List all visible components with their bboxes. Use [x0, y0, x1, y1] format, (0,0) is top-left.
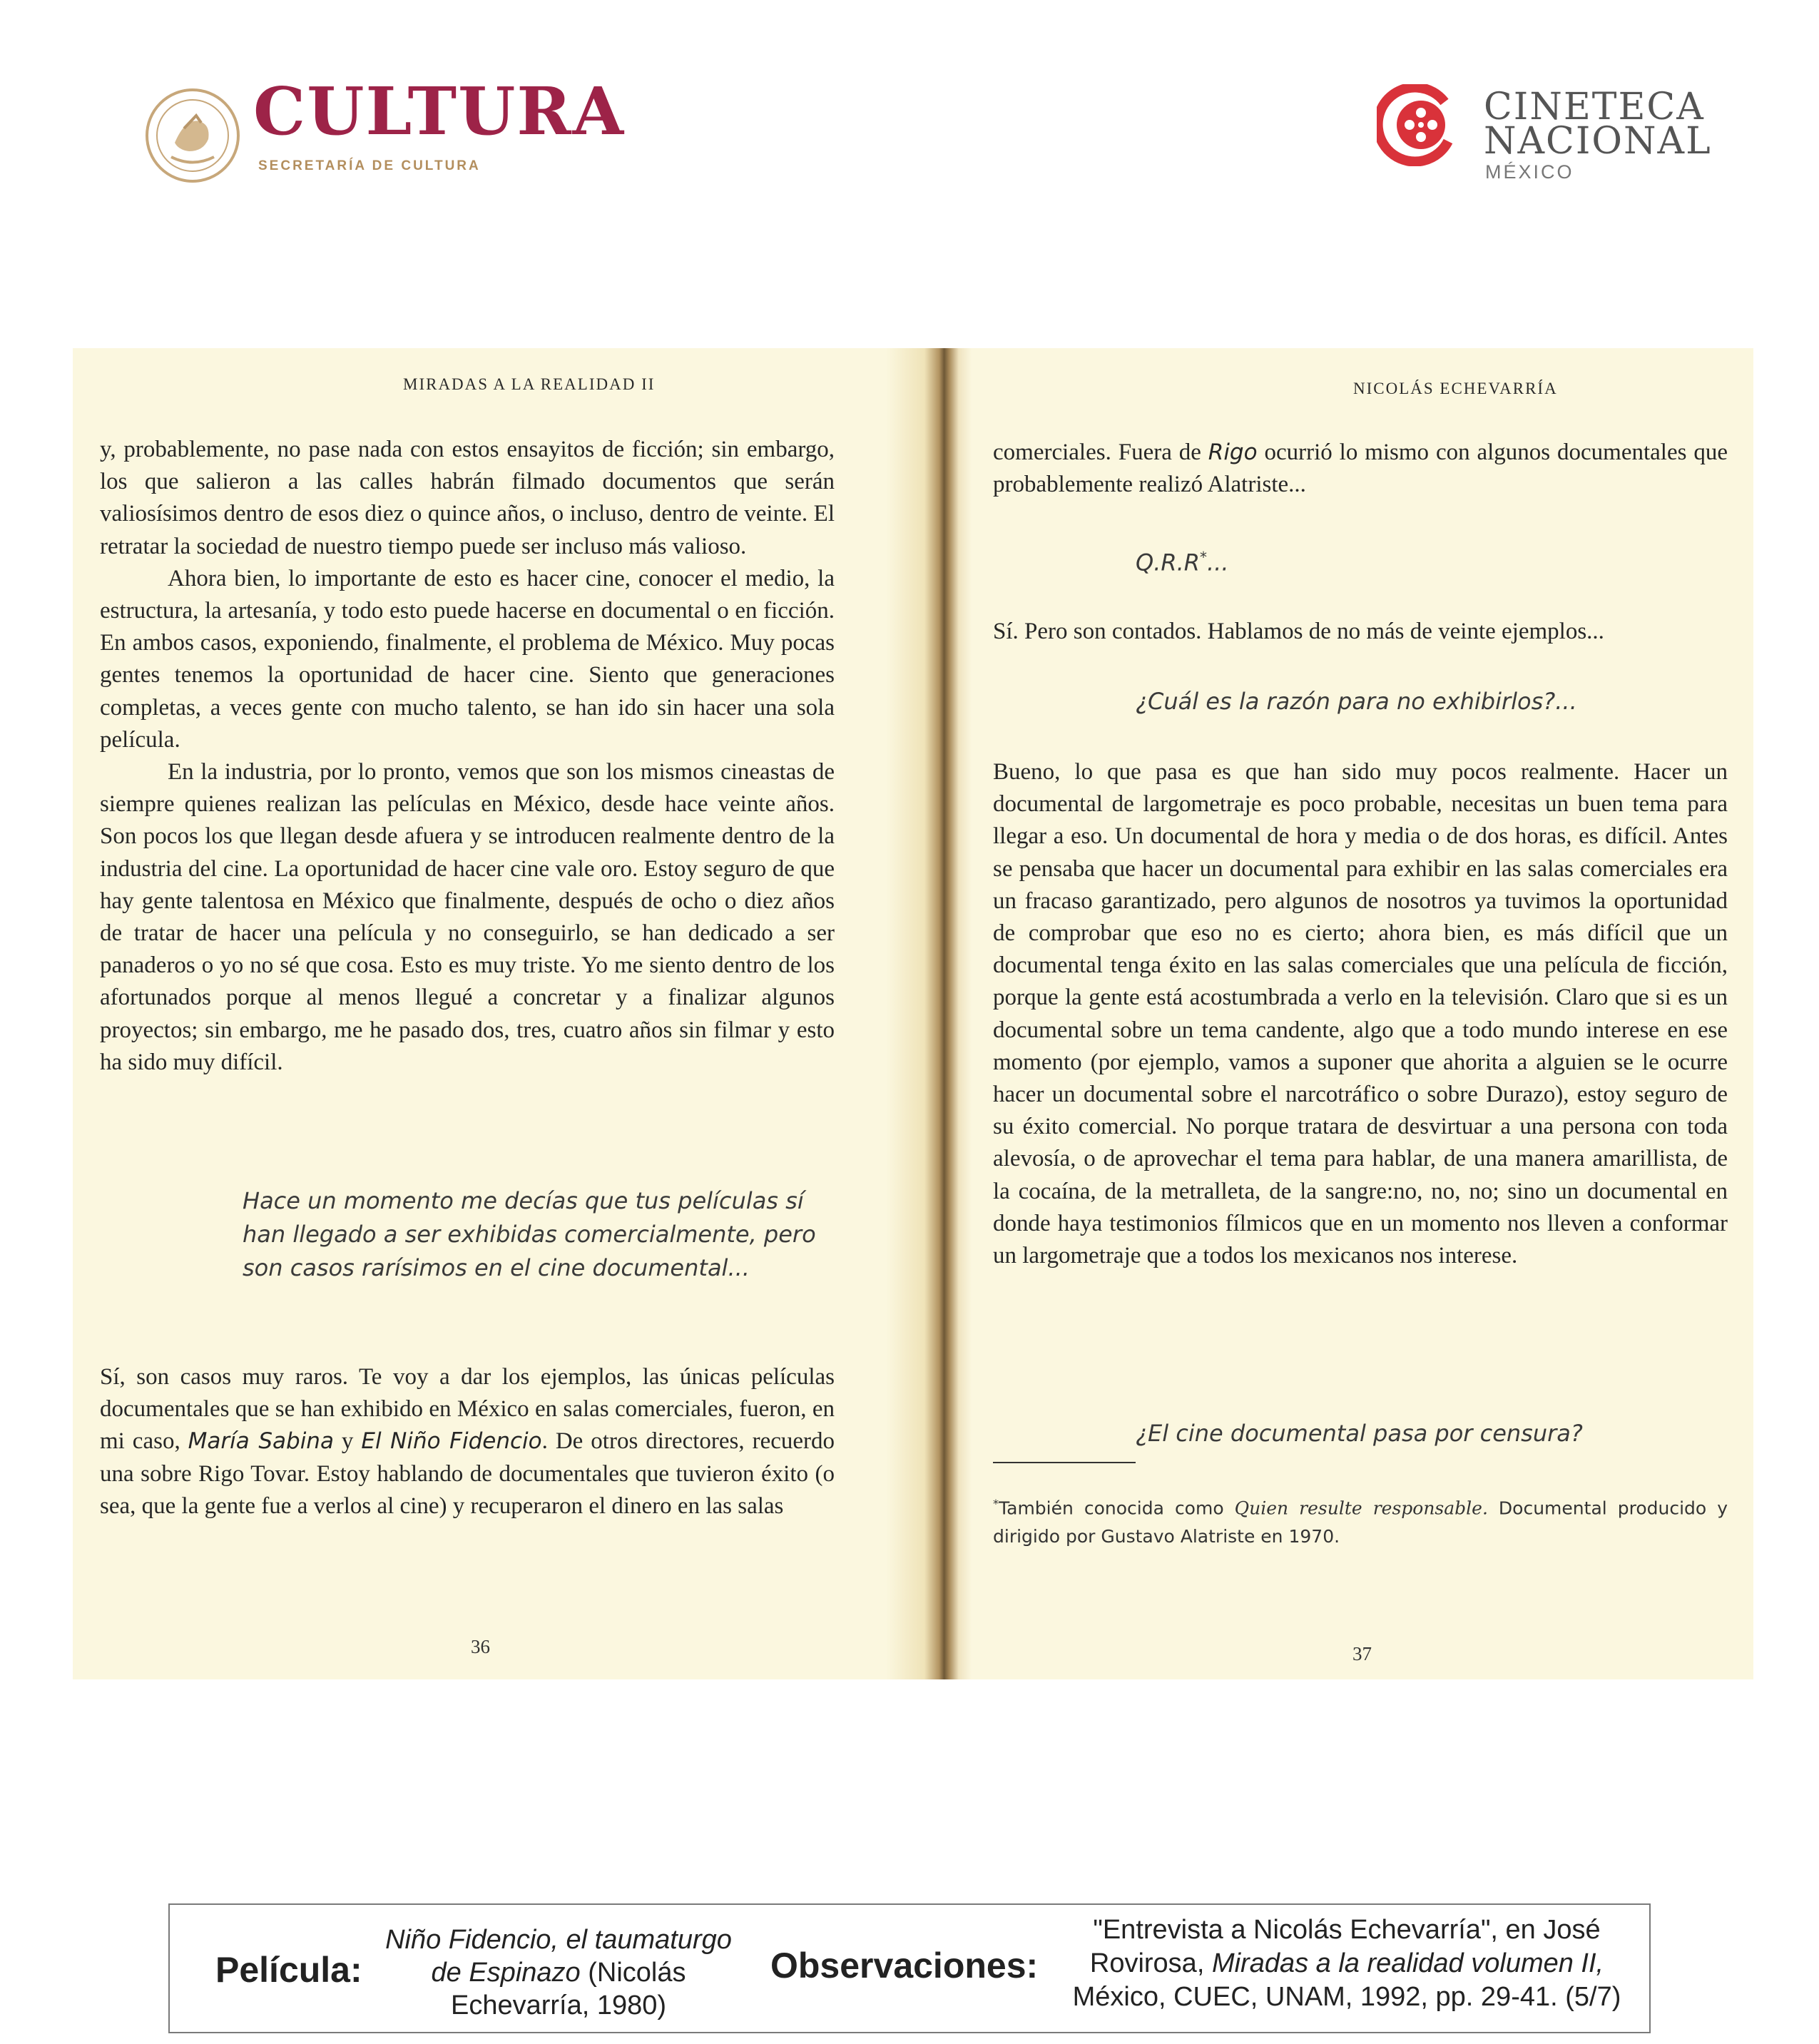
interview-question: Q.R.R*... [1136, 549, 1229, 576]
interview-question: ¿Cuál es la razón para no exhibirlos?... [1136, 688, 1577, 715]
answer-paragraph: Sí, son casos muy raros. Te voy a dar los ejemplos, las únicas películas documentales que se han exhibido en México en salas comerciales, fueron, en mi caso, María Sabina y El Niño Fidencio. De otros directores, recuerdo una sobre Rigo Tovar. Estoy hablando de documentales que tuvieron éxito (o sea, que la gente fue a verlos al cine) y recuperaron el dinero en las salas [100, 1364, 835, 1519]
film-title: María Sabina [188, 1428, 334, 1455]
page-number: 37 [1352, 1643, 1372, 1664]
film-info-box [168, 1903, 1651, 2033]
mexican-coat-of-arms-seal-icon [143, 86, 243, 185]
footnote: *También conocida como Quien resulte responsable. Documental producido y dirigido por Gustavo Alatriste en 1970. [993, 1497, 1728, 1547]
paragraph: Ahora bien, lo importante de esto es hacer cine, conocer el medio, la estructura, la artesanía, y todo esto puede hacerse en documental o en ficción. En ambos casos, exponiendo, finalmente, el problema de México. Muy pocas gentes tenemos la oportunidad de hacer cine. Siento que generaciones completas, a veces gente con mucho talento, se han ido sin hacer una sola película. [100, 565, 835, 753]
left-body-text [100, 434, 835, 1079]
cineteca-line1: CINETECA [1484, 86, 1705, 128]
cineteca-line3: MÉXICO [1485, 161, 1574, 183]
observations-label: Observaciones: [770, 1946, 1039, 1985]
film-title: El Niño Fidencio [361, 1428, 542, 1455]
paragraph: comerciales. Fuera de Rigo ocurrió lo mismo con algunos documentales que probablemente realizó Alatriste... [993, 439, 1728, 498]
interview-question: ¿El cine documental pasa por censura? [1136, 1420, 1583, 1447]
cultura-subtitle: SECRETARÍA DE CULTURA [258, 158, 481, 173]
cultura-logo [143, 73, 626, 185]
running-head-right: NICOLÁS ECHEVARRÍA [1353, 380, 1558, 397]
book-gutter [886, 348, 972, 1679]
film-reel-icon [1377, 84, 1459, 166]
cineteca-logo [1377, 84, 1712, 184]
interview-question: Hace un momento me decías que tus películas sí han llegado a ser exhibidas comercialmente, pero son casos rarísimos en el cine documental... [243, 1187, 816, 1281]
running-head-left: MIRADAS A LA REALIDAD II [403, 375, 656, 393]
cultura-title: CULTURA [253, 73, 626, 150]
book-title: Miradas a la realidad volumen II, [1211, 1948, 1604, 1978]
film-title: Rigo [1208, 439, 1258, 465]
page-number: 36 [471, 1636, 490, 1657]
film-value: Niño Fidencio, el taumaturgo de Espinazo (Nicolás Echevarría, 1980) [385, 1925, 732, 2020]
answer-paragraph: Bueno, lo que pasa es que han sido muy pocos realmente. Hacer un documental de largometraje es poco probable, necesitas un buen tema para llegar a eso. Un documental de hora y media o de dos horas, es difícil. Antes se pensaba que hacer un documental para exhibir en las salas comerciales era un fracaso garantizado, pero algunos de nosotros ya tuvimos la oportunidad de comprobar que eso no es cierto; ahora bien, es más difícil que un documental tenga éxito en las salas comerciales que una película de ficción, porque la gente está acostumbrada a verlo en la televisión. Claro que si es un documental sobre un tema candente, algo que a todo mundo interese en ese momento (por ejemplo, vamos a suponer que ahorita a alguien se le ocurre hacer un documental sobre el narcotráfico o sobre Durazo), estoy seguro de su éxito comercial. No porque tratara de desvirtuar a una persona con toda alevosía, o de aprovechar el tema para hablar, de una manera amarillista, de la cocaína, de la metralleta, de la sangre:no, no, no; sino un documental en donde haya testimonios fílmicos que en un momento nos lleven a conformar un largometraje que a todos los mexicanos nos interese. [993, 759, 1728, 1269]
paragraph: y, probablemente, no pase nada con estos ensayitos de ficción; sin embargo, los que salieron a las calles habrán filmado documentos que serán valiosísimos dentro de esos diez o quince años, o incluso, dentro de veinte. El retratar la sociedad de nuestro tiempo puede ser incluso más valioso. [100, 437, 835, 559]
paragraph: En la industria, por lo pronto, vemos que son los mismos cineastas de siempre quienes realizan las películas en México, desde hace veinte años. Son pocos los que llegan desde afuera y se introducen realmente dentro de la industria del cine. La oportunidad de hacer cine vale oro. Estoy seguro de que hay gente talentosa en México que finalmente, después de ocho o diez años de tratar de hacer una película y no conseguirlo, se han dedicado a ser panaderos o yo no sé que cosa. Esto es muy triste. Yo me siento dentro de los afortunados porque al menos llegué a concretar y a finalizar algunos proyectos; sin embargo, me he pasado dos, tres, cuatro años sin filmar y esto ha sido muy difícil. [100, 759, 835, 1075]
film-label: Película: [215, 1950, 362, 1990]
cineteca-line2: NACIONAL [1484, 120, 1712, 163]
film-title: Niño Fidencio, el taumaturgo de Espinazo [385, 1925, 732, 1988]
book-spread-scan [73, 348, 1753, 1679]
footnote-rule [993, 1462, 1136, 1463]
observations-value: "Entrevista a Nicolás Echevarría", en José Rovirosa, Miradas a la realidad volumen II, México, CUEC, UNAM, 1992, pp. 29-41. (5/7) [1072, 1915, 1621, 2012]
answer-paragraph: Sí. Pero son contados. Hablamos de no más de veinte ejemplos... [993, 619, 1604, 644]
